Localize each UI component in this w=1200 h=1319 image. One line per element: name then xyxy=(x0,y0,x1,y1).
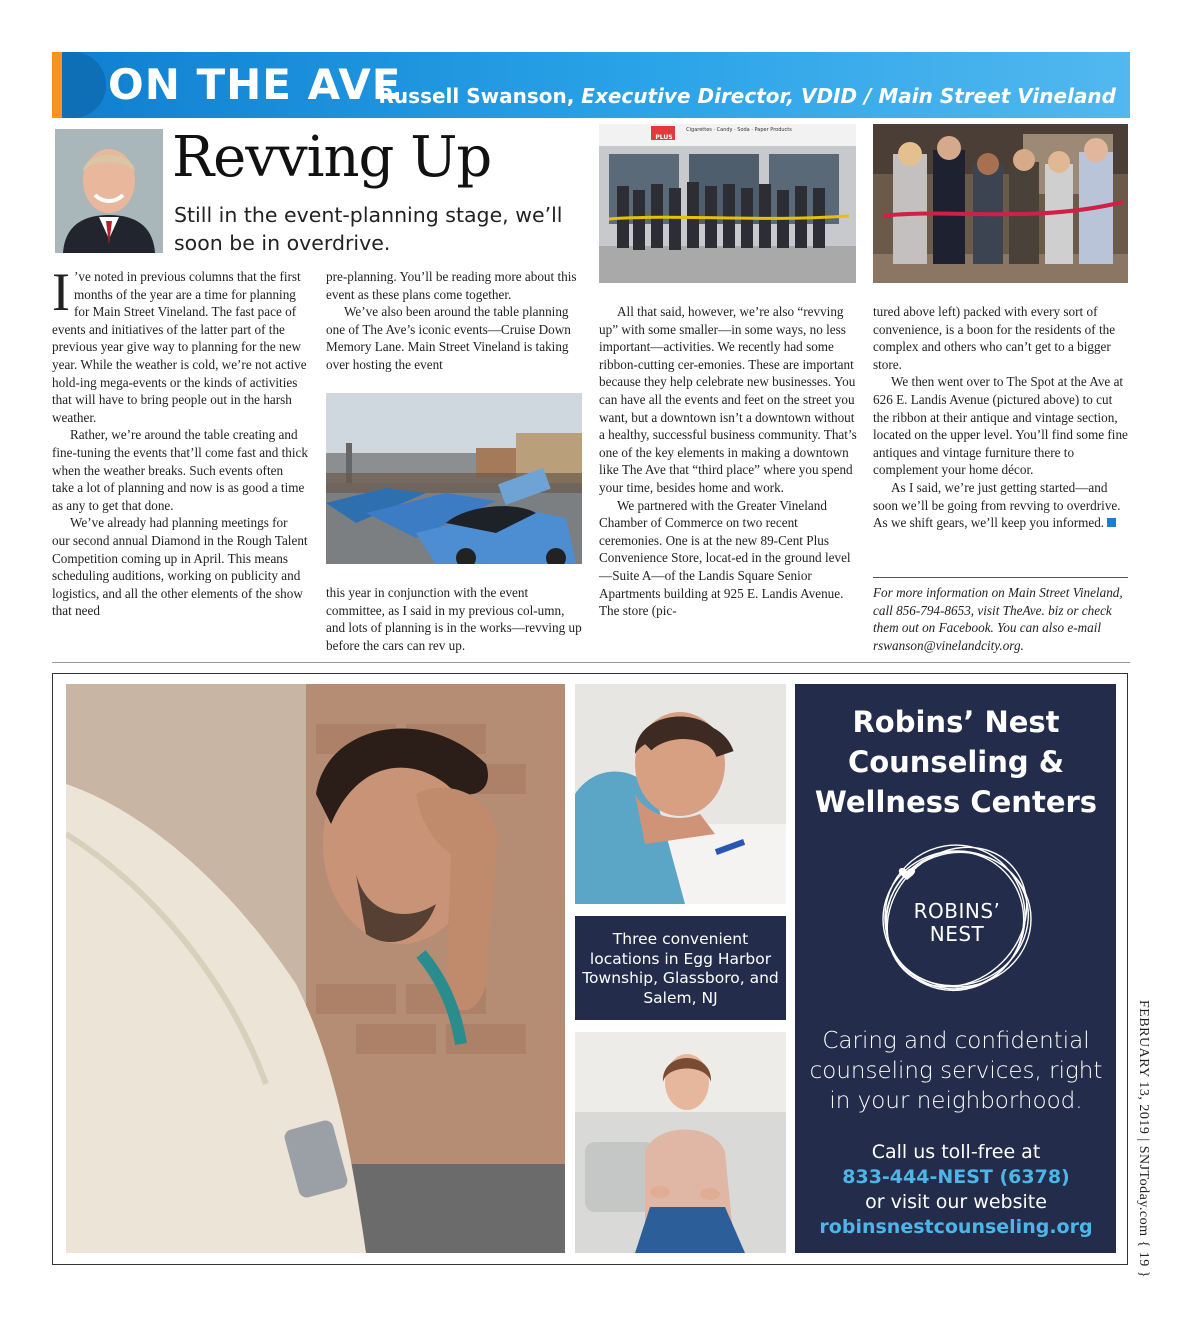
car-show-photo xyxy=(326,393,582,564)
convenience-store-ribbon-cutting-photo xyxy=(599,124,856,283)
section-title: ON THE AVE xyxy=(108,60,402,109)
folio-text: FEBRUARY 13, 2019 | SNJToday.com { 19 } xyxy=(1136,1000,1151,1278)
ad-title-line: Robins’ Nest xyxy=(852,705,1060,739)
store-sign-text: Cigarettes · Candy · Soda · Paper Products xyxy=(686,127,792,133)
article-column-2-bottom xyxy=(326,584,582,654)
paragraph: We then went over to The Spot at the Ave at 626 E. Landis Avenue (pictured above) to cut the ribbon at their antique and vintage section, located on the upper level. You’ll find some fine antiques and vintage furniture there to complement your home décor. xyxy=(873,374,1128,478)
article-column-1 xyxy=(52,262,308,620)
paragraph: pre-planning. You’ll be reading more about this event as these plans come together. xyxy=(326,269,577,302)
article-column-4 xyxy=(873,303,1129,532)
page-divider xyxy=(52,662,1130,663)
visit-label: or visit our website xyxy=(865,1191,1047,1213)
author-title: Executive Director, VDID / Main Street Vineland xyxy=(581,84,1116,108)
article-column-3 xyxy=(599,303,857,620)
drop-cap: I xyxy=(52,262,70,322)
paragraph: As I said, we’re just getting started—and soon we’ll be going from revving to overdrive. As we shift gears, we’ll keep you informed. xyxy=(873,479,1121,531)
page-folio xyxy=(1118,1000,1158,1278)
paragraph: Rather, we’re around the table creating and fine-tuning the events that’ll come fast and thick when the weather breaks. Such events often take a lot of planning and now is as good a time as any to get that done. xyxy=(52,427,308,513)
counselor-woman-photo xyxy=(575,1032,786,1253)
paragraph: We’ve also been around the table planning one of The Ave’s iconic events—Cruise Down Memory Lane. Main Street Vineland is taking over hosting the event xyxy=(326,304,571,372)
end-mark-icon xyxy=(1107,518,1116,527)
paragraph: All that said, however, we’re also “revving up” with some smaller—in some ways, no less important—activities. We recently had some ribbon-cutting cer-emonies. These are important because they help celebrate new businesses. You can have all the events and feet on the street you want, but a downtown isn’t a downtown without a healthy, successful business community. That’s one of the key elements in making a downtown like The Ave that “third place” where you spend your time, besides home and work. xyxy=(599,304,857,495)
deck: Still in the event-planning stage, we’ll soon be in overdrive. xyxy=(174,203,563,255)
call-label: Call us toll-free at xyxy=(871,1141,1041,1163)
headline: Revving Up xyxy=(172,125,492,190)
byline xyxy=(379,82,1116,110)
phone-number[interactable]: 833-444-NEST (6378) xyxy=(842,1166,1070,1188)
info-divider xyxy=(873,577,1128,578)
paragraph: We’ve already had planning meetings for our second annual Diamond in the Rough Talent Competition coming up in April. This means scheduling auditions, working on publicity and logistics, and all the other elements of the show that need xyxy=(52,515,308,619)
paragraph: tured above left) packed with every sort of convenience, is a boon for the residents of the complex and others who can’t get to a bigger store. xyxy=(873,304,1116,372)
author-name: Russell Swanson, xyxy=(378,84,575,108)
website-link[interactable]: robinsnestcounseling.org xyxy=(819,1216,1093,1238)
antique-store-ribbon-cutting-photo xyxy=(873,124,1128,283)
author-photo xyxy=(55,129,163,253)
locations-text: Three convenient locations in Egg Harbor Township, Glassboro, and Salem, NJ xyxy=(582,930,779,1007)
ad-title-line: Counseling & xyxy=(847,745,1065,779)
sad-child-photo xyxy=(575,684,786,904)
contact-info: For more information on Main Street Vineland, call 856-794-8653, visit TheAve. biz or check them out on Facebook. You can also e-mail rswanson@vinelandcity.org. xyxy=(873,585,1123,653)
paragraph: this year in conjunction with the event committee, as I said in my previous col-umn, and lots of planning is in the works—revving up before the cars can rev up. xyxy=(326,585,582,653)
logo-text-line: ROBINS’ xyxy=(913,899,1001,923)
paragraph: We partnered with the Greater Vineland Chamber of Commerce on two recent ceremonies. One is at the new 89-Cent Plus Convenience Store, locat-ed in the ground level—Suite A—of the Landis Square Senior Apartments building at 925 E. Landis Avenue. The store (pic- xyxy=(599,497,851,619)
logo-text-line: NEST xyxy=(929,922,985,946)
ad-contact xyxy=(800,1140,1112,1240)
logo-text xyxy=(877,900,1037,946)
ad-title xyxy=(800,702,1112,822)
ad-title-line: Wellness Centers xyxy=(814,785,1098,819)
stressed-man-photo xyxy=(66,684,565,1253)
paragraph: I ’ve noted in previous columns that the first months of the year are a time for planning for Main Street Vineland. The fast pace of events and initiatives of the latter part of the previous year give way to planning for the new year. While the weather is cold, we’re not active hold-ing mega-events or the kinds of activities that will have to bring people out in the harsh weather. xyxy=(52,262,307,425)
article-column-2-top xyxy=(326,268,582,374)
ad-tagline: Caring and confidential counseling services, right in your neighborhood. xyxy=(809,1028,1103,1114)
store-logo-text: PLUS xyxy=(655,134,673,141)
